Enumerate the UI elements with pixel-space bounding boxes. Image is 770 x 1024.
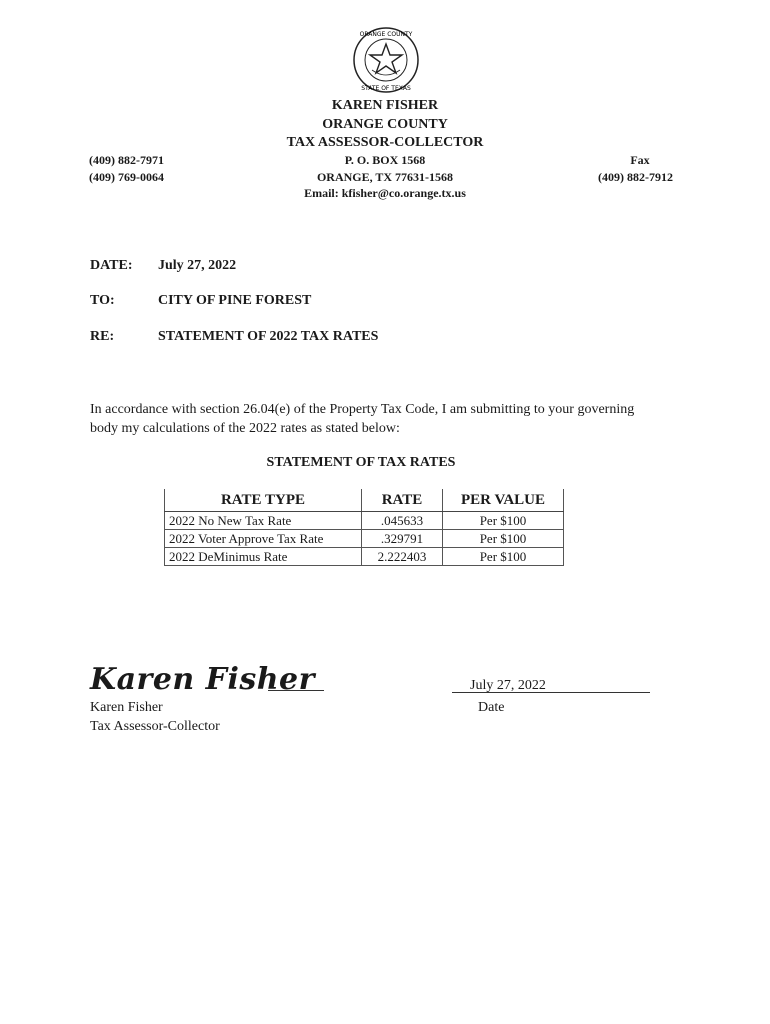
header-county: ORANGE COUNTY [322,117,448,132]
rate-cell: 2.222403 [362,548,443,566]
signer-title: Tax Assessor-Collector [90,719,220,734]
date-value: July 27, 2022 [158,258,237,273]
re-label: RE: [90,329,115,344]
header-email: Email: kfisher@co.orange.tx.us [304,186,466,200]
rate-type-cell: 2022 Voter Approve Tax Rate [165,530,362,548]
header-name: KAREN FISHER [331,98,439,113]
fax-number: (409) 882-7912 [598,170,673,184]
table-row [165,548,564,566]
phone-2: (409) 769-0064 [89,170,164,184]
header-city: ORANGE, TX 77631-1568 [316,170,454,184]
table-row [165,530,564,548]
rate-cell: .329791 [362,530,443,548]
signer-name: Karen Fisher [90,700,163,715]
rates-header-row [165,489,564,512]
table-row [165,512,564,530]
phone-1: (409) 882-7971 [89,153,164,167]
rates-title: STATEMENT OF TAX RATES [266,455,456,470]
per-value-cell: Per $100 [443,548,564,566]
header-per-value: PER VALUE [443,489,564,512]
date-label: DATE: [90,258,133,273]
body-line-2: body my calculations of the 2022 rates as stated below: [90,421,400,436]
signature-line [268,690,324,691]
seal-text-bottom: STATE OF TEXAS [361,85,411,92]
seal-text-top: ORANGE COUNTY [359,31,413,38]
re-value: STATEMENT OF 2022 TAX RATES [158,329,379,344]
rate-cell: .045633 [362,512,443,530]
date-caption: Date [478,700,505,715]
to-value: CITY OF PINE FOREST [158,293,312,308]
handwritten-signature: Karen Fisher [90,662,315,697]
rate-type-cell: 2022 DeMinimus Rate [165,548,362,566]
header-po-box: P. O. BOX 1568 [344,153,426,167]
header-title: TAX ASSESSOR-COLLECTOR [286,135,484,150]
county-seal-icon [352,26,420,94]
signature-date: July 27, 2022 [470,678,546,693]
rates-table [164,489,564,566]
fax-label: Fax [630,153,650,167]
body-line-1: In accordance with section 26.04(e) of the Property Tax Code, I am submitting to your governing [90,402,635,417]
to-label: TO: [90,293,115,308]
header-rate: RATE [362,489,443,512]
rate-type-cell: 2022 No New Tax Rate [165,512,362,530]
per-value-cell: Per $100 [443,530,564,548]
per-value-cell: Per $100 [443,512,564,530]
header-rate-type: RATE TYPE [165,489,362,512]
